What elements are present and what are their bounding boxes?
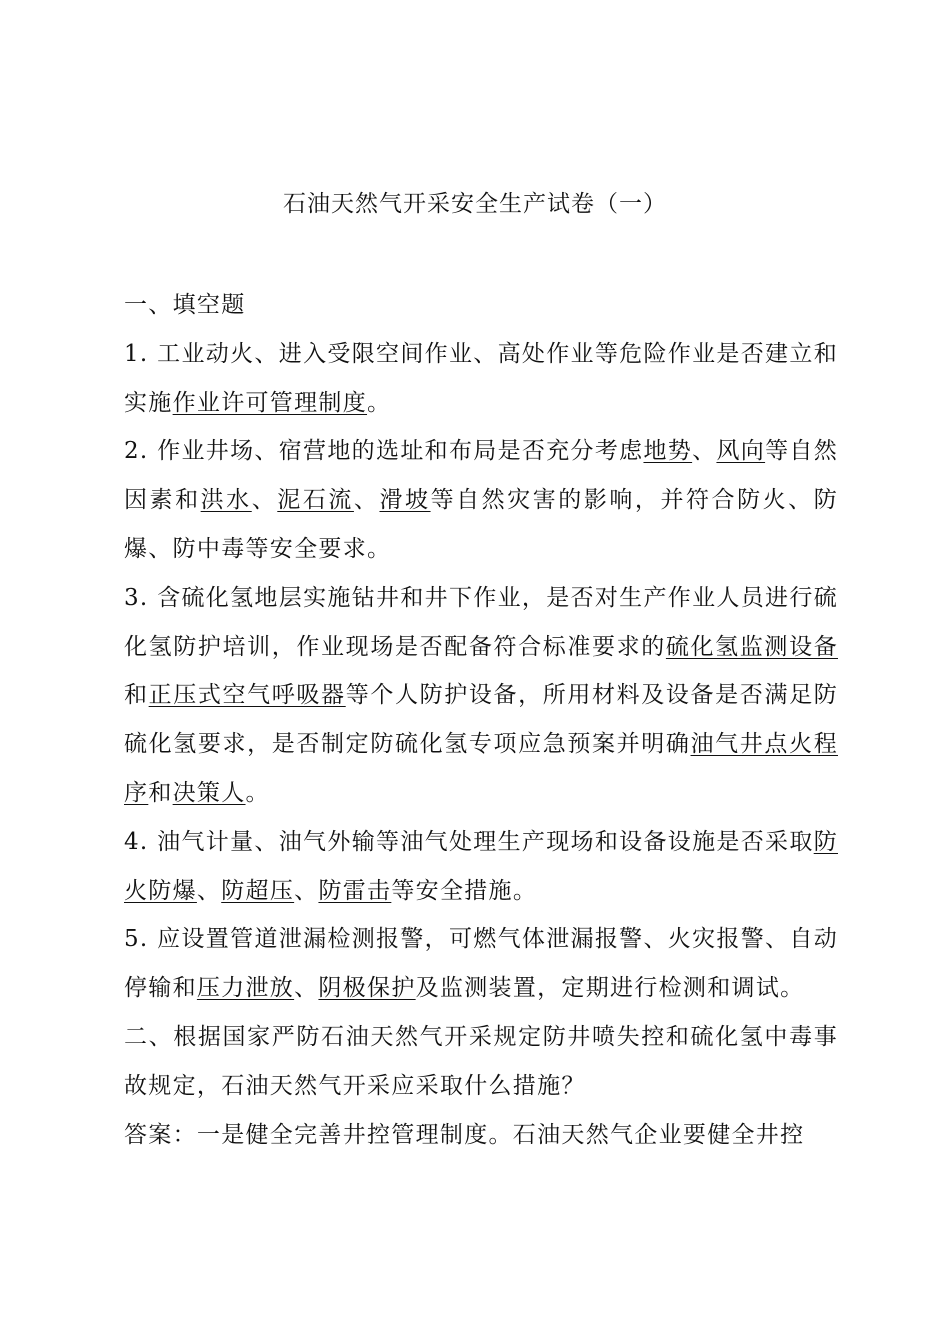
question-text: 等安全措施。 (391, 877, 538, 904)
question-text: 2. 作业井场、宿营地的选址和布局是否充分考虑 (124, 438, 644, 465)
answer-blank: 正压式空气呼吸器 (148, 682, 346, 709)
answer-blank: 洪水 (200, 487, 252, 514)
section-2-question: 二、根据国家严防石油天然气开采规定防井喷失控和硫化氢中毒事故规定，石油天然气开采应采取什么措施？ (124, 1023, 838, 1099)
question-text: 、 (251, 487, 278, 514)
answer-blank: 硫化氢监测设备 (665, 633, 838, 660)
answer-blank: 泥石流 (277, 487, 354, 514)
question-text: 3. 含硫化氢地层实施钻井和井下作业，是否对生产作业人员进行硫化氢防护培训，作业现场是否配备符合标准要求的 (124, 584, 838, 660)
answer-blank: 风向 (716, 438, 766, 465)
question-text: 、 (692, 438, 717, 465)
answer-blank: 油气井点火程序 (124, 731, 838, 806)
question-4 (124, 818, 838, 916)
answer-blank: 防超压 (221, 877, 295, 904)
page-title: 石油天然气开采安全生产试卷（一） (283, 191, 667, 217)
question-text: 。 (245, 779, 270, 806)
answer-blank: 作业许可管理制度 (172, 389, 368, 416)
answer-blank: 防火防爆 (124, 828, 838, 904)
answer-blank: 地势 (643, 438, 693, 465)
answer-blank: 压力泄放 (196, 975, 295, 1002)
answer-blank: 防雷击 (318, 877, 392, 904)
question-text: 、 (353, 487, 380, 514)
answer-blank: 决策人 (172, 779, 246, 806)
question-text: 及监测装置，定期进行检测和调试。 (415, 975, 805, 1002)
question-text: 等自然因素和 (124, 438, 839, 514)
question-text: 1. 工业动火、进入受限空间作业、高处作业等危险作业是否建立和实施 (124, 340, 838, 416)
answer-blank: 滑坡 (379, 487, 431, 514)
question-text: 、 (196, 877, 222, 904)
question-text: 和 (148, 779, 173, 806)
question-text: 5. 应设置管道泄漏检测报警，可燃气体泄漏报警、火灾报警、自动停输和 (124, 926, 838, 1002)
question-text: 等个人防护设备，所用材料及设备是否满足防硫化氢要求，是否制定防硫化氢专项应急预案并明确 (124, 682, 839, 758)
document-body (124, 281, 838, 1159)
question-3 (124, 574, 838, 818)
question-text: 、 (294, 975, 319, 1002)
section-2-answer: 答案：一是健全完善井控管理制度。石油天然气企业要健全井控 (124, 1121, 805, 1148)
question-5 (124, 915, 838, 1013)
question-text: 4. 油气计量、油气外输等油气处理生产现场和设备设施是否采取 (124, 828, 814, 855)
question-text: 、 (294, 877, 319, 904)
section-heading-fill-blank: 一、填空题 (124, 292, 246, 318)
question-1 (124, 330, 838, 428)
question-2 (124, 427, 838, 573)
question-text: 等自然灾害的影响，并符合防火、防爆、防中毒等安全要求。 (124, 487, 838, 562)
question-text: 和 (124, 682, 149, 709)
question-text: 。 (367, 389, 392, 416)
answer-blank: 阴极保护 (318, 975, 416, 1002)
